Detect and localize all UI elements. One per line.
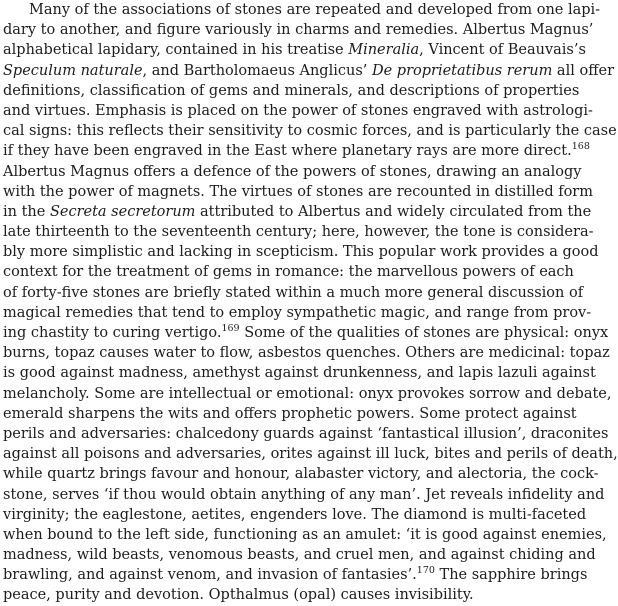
text-line: stone, serves ‘if thou would obtain anything of any man’. Jet reveals infidelity and <box>3 486 605 503</box>
text-line: late thirteenth to the seventeenth century; here, however, the tone is considera- <box>3 224 594 241</box>
text-line: magical remedies that tend to employ sympathetic magic, and range from prov- <box>3 304 592 321</box>
italic-title: Secreta secretorum <box>49 203 196 220</box>
text-line: Many of the associations of stones are repeated and developed from one lapi- <box>29 2 601 18</box>
text-line: cal signs: this reflects their sensitivity to cosmic forces, and is particularly the case <box>3 123 617 140</box>
text-line: Speculum naturale, and Bartholomaeus Anglicus’ De proprietatibus rerum all offer <box>3 62 615 79</box>
text-line: of forty-five stones are briefly stated within a much more general discussion of <box>3 284 584 301</box>
text-line: with the power of magnets. The virtues of stones are recounted in distilled form <box>3 183 593 200</box>
text-line: when bound to the left side, functioning as an amulet: ‘it is good against enemies, <box>3 526 607 543</box>
footnote-reference[interactable]: 170 <box>416 565 435 577</box>
text-line: against all poisons and adversaries, orites against ill luck, bites and perils of death, <box>3 446 618 463</box>
text-line: peace, purity and devotion. Opthalmus (opal) causes invisibility. <box>3 587 474 604</box>
italic-title: Mineralia <box>348 42 420 59</box>
text-line: ing chastity to curing vertigo.$^{169}$ Some of the qualities of stones are physical: onyx <box>3 323 609 341</box>
italic-title: De proprietatibus rerum <box>371 62 553 79</box>
text-line: alphabetical lapidary, contained in his treatise Mineralia, Vincent of Beauvais’s <box>3 42 586 59</box>
text-line: definitions, classification of gems and minerals, and descriptions of properties <box>3 82 580 99</box>
text-line: is good against madness, amethyst against drunkenness, and lapis lazuli against <box>3 365 596 382</box>
text-line: melancholy. Some are intellectual or emotional: onyx provokes sorrow and debate, <box>3 385 612 402</box>
text-line: emerald sharpens the wits and offers prophetic powers. Some protect against <box>3 405 577 422</box>
text-line: madness, wild beasts, venomous beasts, and cruel men, and against chiding and <box>3 547 596 564</box>
footnote-reference[interactable]: 169 <box>221 323 240 335</box>
text-line: in the Secreta secretorum attributed to Albertus and widely circulated from the <box>3 203 592 220</box>
text-line: dary to another, and figure variously in charms and remedies. Albertus Magnus’ <box>3 22 594 39</box>
text-line: perils and adversaries: chalcedony guards against ‘fantastical illusion’, draconites <box>3 425 609 442</box>
text-line: virginity; the eaglestone, aetites, engenders love. The diamond is multi-faceted <box>3 506 587 523</box>
text-line: while quartz brings favour and honour, alabaster victory, and alectoria, the cock- <box>3 466 599 483</box>
text-line: Albertus Magnus offers a defence of the powers of stones, drawing an analogy <box>3 163 582 180</box>
text-line: if they have been engraved in the East where planetary rays are more direct.$^{168}$ <box>3 141 590 160</box>
text-line: and virtues. Emphasis is placed on the power of stones engraved with astrologi- <box>3 102 593 119</box>
italic-title: Speculum naturale <box>3 62 143 79</box>
text-line: bly more simplistic and lacking in scepticism. This popular work provides a good <box>3 244 599 261</box>
text-line: burns, topaz causes water to flow, asbestos quenches. Others are medicinal: topaz <box>3 345 610 362</box>
body-paragraph <box>3 0 618 606</box>
text-line: brawling, and against venom, and invasion of fantasies’.$^{170}$ The sapphire brings <box>3 565 588 584</box>
footnote-reference[interactable]: 168 <box>571 141 590 153</box>
text-line: context for the treatment of gems in romance: the marvellous powers of each <box>3 264 574 281</box>
